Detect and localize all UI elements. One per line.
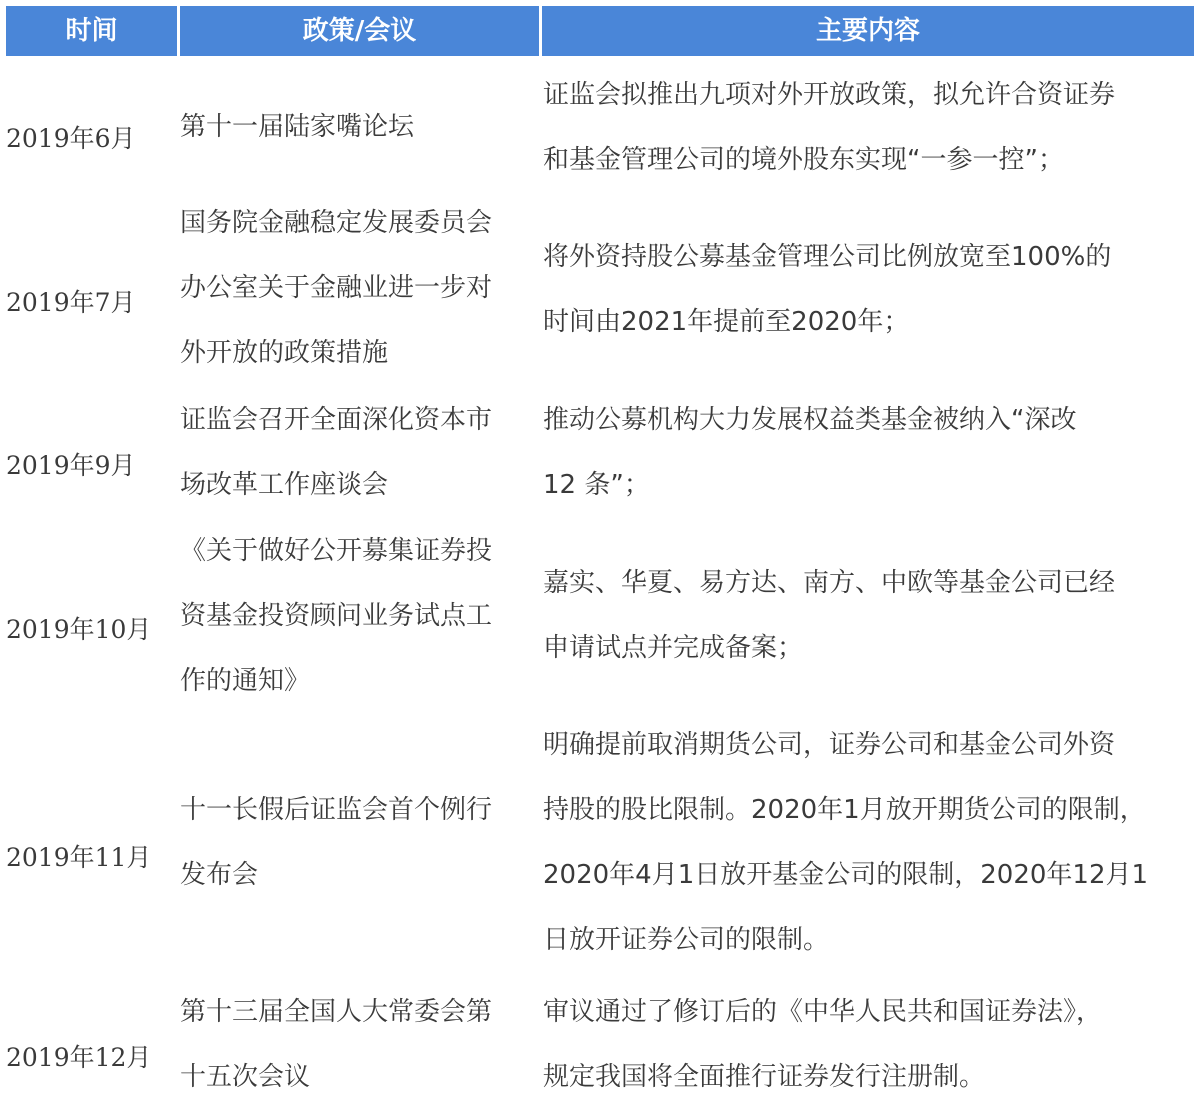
row-4-policy [180,519,538,714]
row-6-policy-line: 第十三届全国人大常委会第 [180,997,493,1027]
row-6-date: 2019年12月 [6,1043,152,1072]
row-5-date: 2019年11月 [6,843,152,872]
row-6-policy-line: 十五次会议 [180,1062,311,1092]
row-2-date: 2019年7月 [6,288,136,317]
row-5-content-line: 2020年4月1日放开基金公司的限制，2020年12月1 [543,860,1149,890]
row-5-content [543,713,1195,973]
row-3-policy-line: 证监会召开全面深化资本市 [180,405,493,435]
row-5-content-line: 日放开证券公司的限制。 [543,925,830,955]
row-2-content-line: 将外资持股公募基金管理公司比例放宽至100%的 [543,242,1112,272]
row-4-policy-line: 资基金投资顾问业务试点工 [180,601,493,631]
row-2-policy-line: 办公室关于金融业进一步对 [180,273,493,303]
header-content: 主要内容 [542,6,1194,56]
row-2-content-line: 时间由2021年提前至2020年； [543,307,910,337]
row-1-content [543,63,1195,193]
row-6-content [543,980,1195,1110]
row-1-policy [180,95,538,160]
row-4-content [543,551,1195,681]
row-3-policy-line: 场改革工作座谈会 [180,470,389,500]
row-3-content-line: 12 条”； [543,470,650,500]
row-1-content-line: 证监会拟推出九项对外开放政策，拟允许合资证券 [543,80,1116,110]
row-5-policy-line: 十一长假后证监会首个例行 [180,795,493,825]
row-4-policy-line: 《关于做好公开募集证券投 [180,536,493,566]
header-policy: 政策/会议 [180,6,542,56]
row-5-policy-line: 发布会 [180,860,259,890]
row-6-content-line: 规定我国将全面推行证券发行注册制。 [543,1062,986,1092]
row-4-content-line: 嘉实、华夏、易方达、南方、中欧等基金公司已经 [543,568,1116,598]
row-2-content [543,225,1195,355]
row-3-content-line: 推动公募机构大力发展权益类基金被纳入“深改 [543,405,1077,435]
row-4-content-line: 申请试点并完成备案； [543,633,804,663]
row-3-policy [180,388,538,518]
row-3-date: 2019年9月 [6,451,136,480]
row-5-content-line: 持股的股比限制。2020年1月放开期货公司的限制， [543,795,1146,825]
row-2-policy [180,191,538,386]
row-3-content [543,388,1195,518]
row-6-policy [180,980,538,1110]
row-6-content-line: 审议通过了修订后的《中华人民共和国证券法》， [543,997,1103,1027]
row-2-policy-line: 外开放的政策措施 [180,338,389,368]
row-4-date: 2019年10月 [6,615,152,644]
row-2-policy-line: 国务院金融稳定发展委员会 [180,208,493,238]
row-4-policy-line: 作的通知》 [180,666,311,696]
row-1-policy-line: 第十一届陆家嘴论坛 [180,112,415,142]
row-1-date: 2019年6月 [6,124,136,153]
row-5-policy [180,778,538,908]
header-time: 时间 [6,6,180,56]
row-5-content-line: 明确提前取消期货公司，证券公司和基金公司外资 [543,730,1116,760]
row-1-content-line: 和基金管理公司的境外股东实现“一参一控”； [543,145,1064,175]
